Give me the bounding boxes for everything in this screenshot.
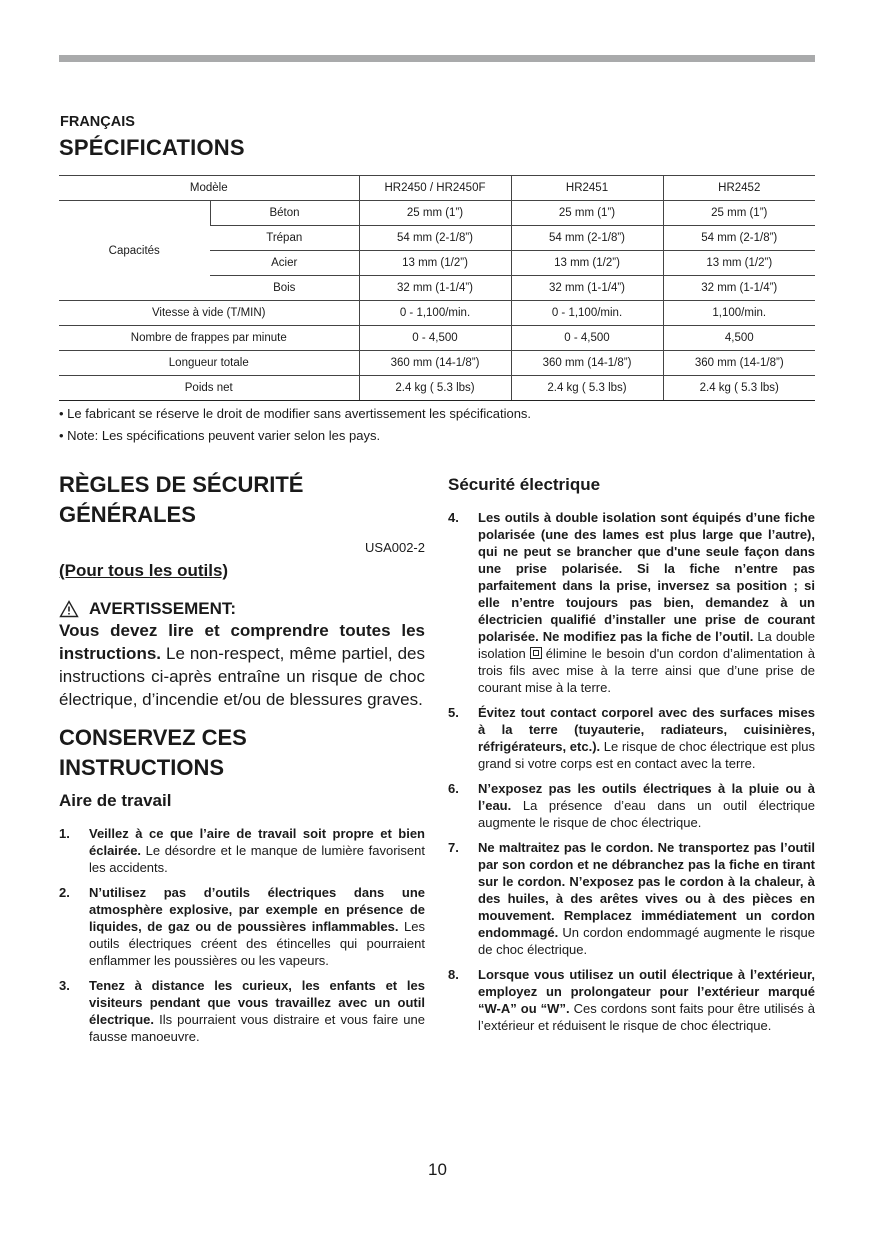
title-line: CONSERVEZ CES: [59, 725, 247, 750]
note-item: • Note: Les spécifications peuvent varier selon les pays.: [59, 427, 381, 443]
list-item: [448, 780, 815, 831]
table-cell: 32 mm (1-1/4”): [663, 276, 815, 301]
table-row: [59, 301, 815, 326]
page-number: 10: [428, 1160, 447, 1179]
table-cell: 0 - 1,100/min.: [511, 301, 663, 326]
title-line: RÈGLES DE SÉCURITÉ: [59, 472, 304, 497]
item-number: 2.: [59, 885, 70, 900]
item-text: Le désordre et le manque de lumière favorisent les accidents.: [89, 843, 425, 875]
warning-text: [59, 619, 425, 711]
top-rule: [59, 55, 815, 62]
item-number: 1.: [59, 826, 70, 841]
table-cell: 2.4 kg ( 5.3 lbs): [663, 376, 815, 401]
item-text: Les outils électriques créent des étincelles qui pourraient enflammer les poussières ou les vapeurs.: [89, 919, 425, 968]
row-label: Acier: [210, 251, 359, 276]
table-row: [59, 326, 815, 351]
document-code: USA002-2: [365, 540, 425, 555]
table-row: [59, 351, 815, 376]
right-column: [448, 470, 815, 1042]
item-bold: N’utilisez pas d’outils électriques dans une atmosphère explosive, par exemple en présence de liquides, de gaz ou de poussières inflammables.: [89, 885, 425, 934]
item-bold: N’exposez pas les outils électriques à la pluie ou à l’eau.: [478, 781, 815, 813]
all-tools-subtitle: (Pour tous les outils): [59, 561, 229, 580]
item-text: Ces cordons sont faits pour être utilisés à l’extérieur et réduisent le risque de choc électrique.: [478, 1001, 815, 1033]
table-cell: 2.4 kg ( 5.3 lbs): [359, 376, 511, 401]
table-cell: 54 mm (2-1/8”): [663, 226, 815, 251]
item-bold: Veillez à ce que l’aire de travail soit propre et bien éclairée.: [89, 826, 425, 858]
list-item: [448, 966, 815, 1034]
list-item: [448, 704, 815, 772]
table-header-row: [59, 176, 815, 201]
item-text: La présence d’eau dans un outil électrique augmente le risque de choc électrique.: [478, 798, 815, 830]
row-label: Trépan: [210, 226, 359, 251]
warning-bold: Vous devez lire et comprendre toutes les instructions.: [59, 621, 425, 663]
title-line: INSTRUCTIONS: [59, 755, 224, 780]
spec-notes: [59, 403, 531, 446]
item-bold: Évitez tout contact corporel avec des surfaces mises à la terre (tuyauterie, radiateurs, cuisinières, réfrigérateurs, etc.).: [478, 705, 815, 754]
table-cell: 25 mm (1”): [663, 201, 815, 226]
item-text: élimine le besoin d'un cordon d’alimentation à trois fils avec mise à la terre ainsi que d’une prise de courant mise à la terre.: [478, 646, 815, 695]
table-cell: 2.4 kg ( 5.3 lbs): [511, 376, 663, 401]
work-area-list: [59, 825, 425, 1045]
item-number: 3.: [59, 978, 70, 993]
specifications-table: [59, 175, 815, 401]
electrical-safety-heading: Sécurité électrique: [448, 475, 601, 494]
left-column: [59, 470, 425, 1053]
table-cell: 13 mm (1/2”): [663, 251, 815, 276]
table-row: [59, 376, 815, 401]
table-cell: 0 - 1,100/min.: [359, 301, 511, 326]
row-label: Bois: [210, 276, 359, 301]
warning-triangle-icon: [59, 600, 79, 618]
item-text: La double isolation: [478, 629, 815, 661]
item-number: 6.: [448, 781, 459, 796]
list-item: [59, 884, 425, 969]
item-bold: Ne maltraitez pas le cordon. Ne transportez pas l’outil par son cordon et ne débranchez pas la fiche en tirant sur le cordon. N’exposez pas le cordon à la chaleur, à des huiles, à des arêtes vives ou à des pièces en mouvement. Remplacez immédiatement un cordon endommagé.: [478, 840, 815, 940]
warning-heading: [59, 599, 425, 619]
item-text: Un cordon endommagé augmente le risque de choc électrique.: [478, 925, 815, 957]
row-label: Vitesse à vide (T/MIN): [59, 301, 359, 326]
table-cell: 13 mm (1/2”): [359, 251, 511, 276]
double-insulation-icon: [530, 647, 542, 659]
model-label: Modèle: [59, 176, 359, 201]
table-cell: 54 mm (2-1/8”): [359, 226, 511, 251]
list-item: [448, 839, 815, 958]
safety-rules-title: [59, 470, 425, 530]
table-cell: 32 mm (1-1/4”): [511, 276, 663, 301]
row-label: Nombre de frappes par minute: [59, 326, 359, 351]
table-cell: 0 - 4,500: [511, 326, 663, 351]
list-item: [59, 977, 425, 1045]
item-text: Ils pourraient vous distraire et vous faire une fausse manoeuvre.: [89, 1012, 425, 1044]
warning-body-text: Le non-respect, même partiel, des instructions ci-après entraîne un risque de choc électrique, d’incendie et/ou de blessures graves.: [59, 644, 425, 709]
item-bold: Les outils à double isolation sont équipés d’une fiche polarisée (une des lames est plus large que l’autre), qui ne peut se brancher que d'une seule façon dans une prise polarisée. Si la fiche n’entre pas parfaitement dans la prise, inversez sa position ; si elle n’entre toujours pas bien, demandez à un électricien qualifié d’installer une prise de courant polarisée. Ne modifiez pas la fiche de l’outil.: [478, 510, 815, 644]
table-cell: 360 mm (14-1/8”): [359, 351, 511, 376]
page-title: SPÉCIFICATIONS: [59, 135, 245, 160]
item-number: 5.: [448, 705, 459, 720]
work-area-heading: Aire de travail: [59, 791, 172, 810]
table-cell: 25 mm (1”): [359, 201, 511, 226]
model-cell: HR2451: [511, 176, 663, 201]
table-row: [59, 201, 815, 226]
title-line: GÉNÉRALES: [59, 502, 196, 527]
table-cell: 54 mm (2-1/8”): [511, 226, 663, 251]
warning-label: AVERTISSEMENT:: [89, 599, 237, 618]
item-number: 4.: [448, 510, 459, 525]
item-number: 7.: [448, 840, 459, 855]
row-label: Longueur totale: [59, 351, 359, 376]
table-cell: 1,100/min.: [663, 301, 815, 326]
note-item: • Le fabricant se réserve le droit de modifier sans avertissement les spécifications.: [59, 406, 532, 421]
item-number: 8.: [448, 967, 459, 982]
table-cell: 25 mm (1”): [511, 201, 663, 226]
table-cell: 13 mm (1/2”): [511, 251, 663, 276]
row-label: Béton: [210, 201, 359, 226]
table-cell: 360 mm (14-1/8”): [511, 351, 663, 376]
item-text: Le risque de choc électrique est plus grand si votre corps est en contact avec la terre.: [478, 739, 815, 771]
table-cell: 32 mm (1-1/4”): [359, 276, 511, 301]
capacity-label: Capacités: [59, 201, 210, 301]
list-item: [448, 509, 815, 696]
table-cell: 360 mm (14-1/8”): [663, 351, 815, 376]
model-cell: HR2450 / HR2450F: [359, 176, 511, 201]
model-cell: HR2452: [663, 176, 815, 201]
item-bold: Lorsque vous utilisez un outil électrique à l’extérieur, employez un prolongateur pour l’extérieur marqué “W-A” ou “W”.: [478, 967, 815, 1016]
conserve-title: [59, 723, 425, 783]
item-bold: Tenez à distance les curieux, les enfants et les visiteurs pendant que vous travaillez avec un outil électrique.: [89, 978, 425, 1027]
electrical-safety-list: [448, 509, 815, 1034]
language-label: FRANÇAIS: [60, 114, 135, 130]
table-cell: 4,500: [663, 326, 815, 351]
list-item: [59, 825, 425, 876]
table-cell: 0 - 4,500: [359, 326, 511, 351]
row-label: Poids net: [59, 376, 359, 401]
